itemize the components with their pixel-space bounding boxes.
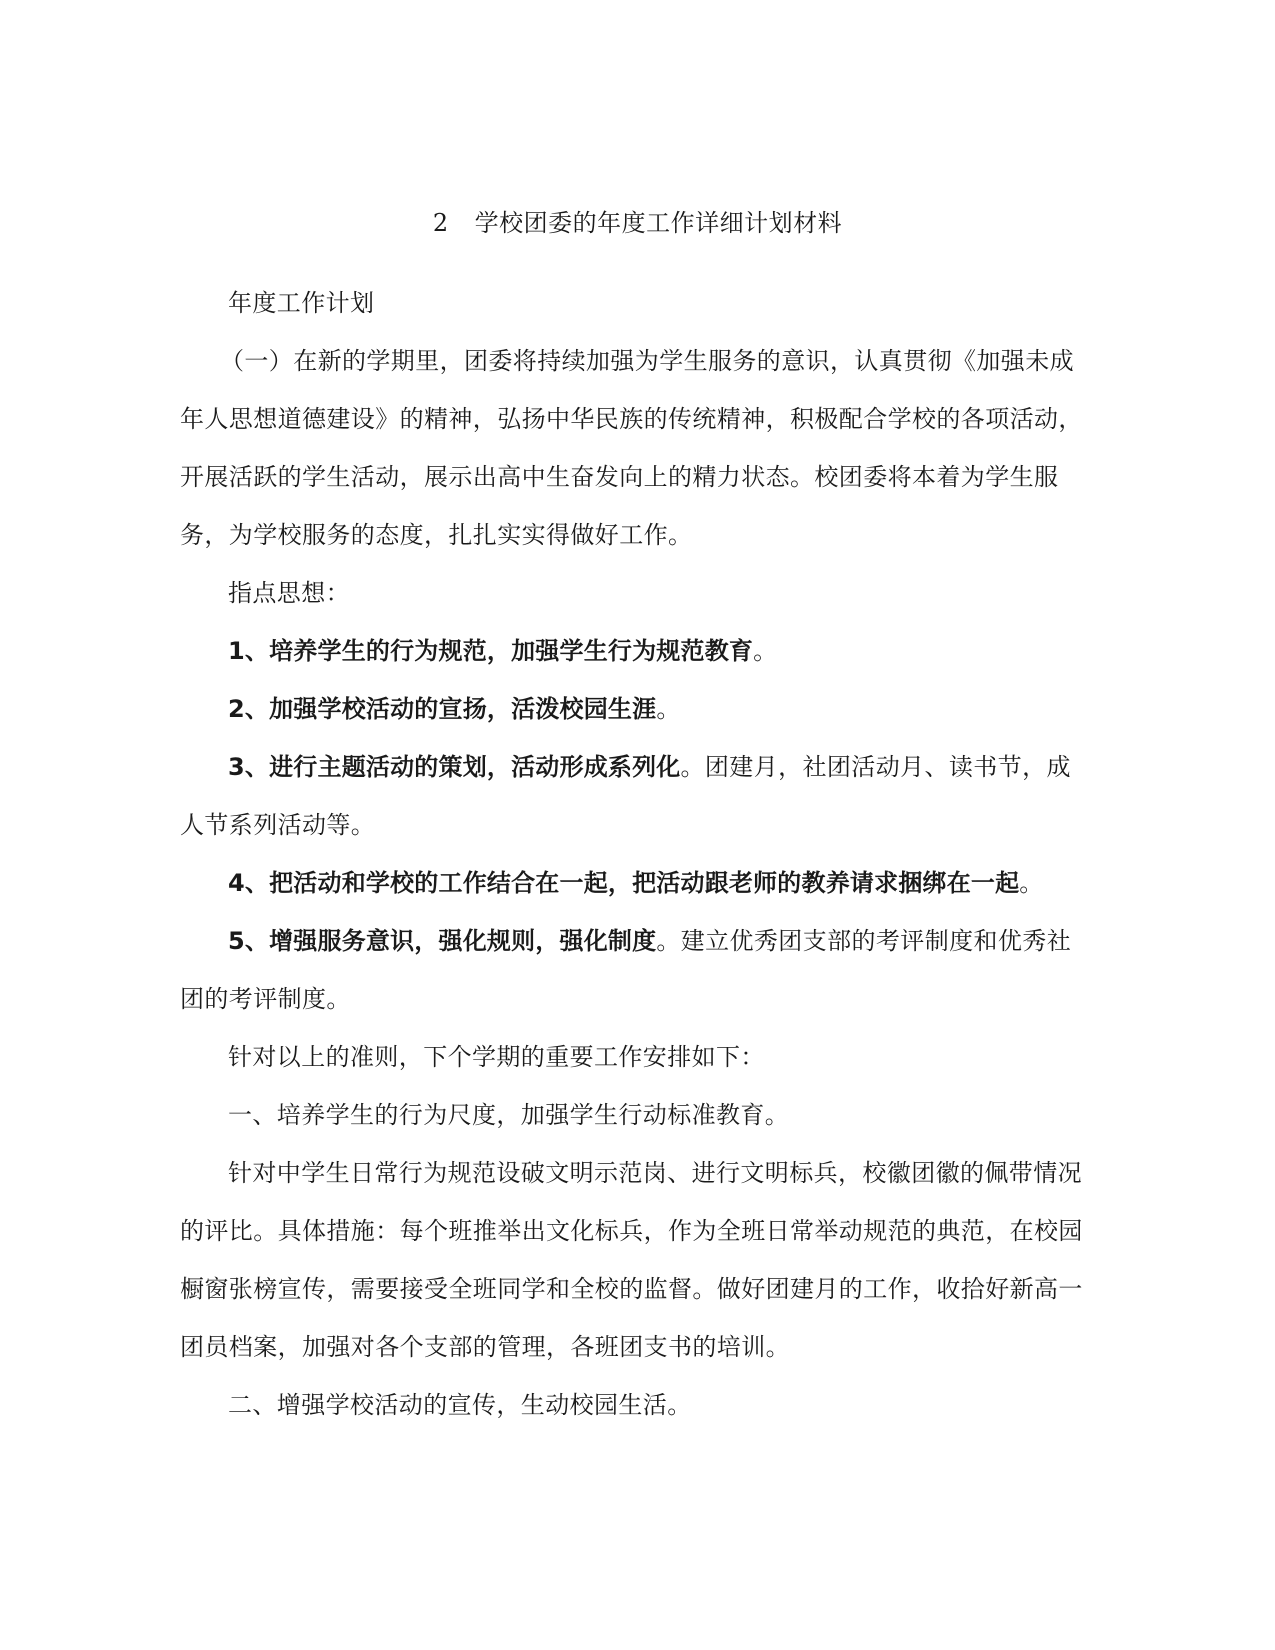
guiding-point-1 <box>180 622 1090 680</box>
point-2-rest: 。 <box>656 695 681 723</box>
title-text: 学校团委的年度工作详细计划材料 <box>474 209 843 237</box>
point-5-bold: 5、增强服务意识，强化规则，强化制度 <box>228 927 657 955</box>
arrangement-intro: 针对以上的准则，下个学期的重要工作安排如下： <box>228 1043 765 1071</box>
section-2-title: 二、增强学校活动的宣传，生动校园生活。 <box>228 1391 692 1419</box>
section-1-title: 一、培养学生的行为尺度，加强学生行动标准教育。 <box>228 1101 790 1129</box>
point-2-bold: 2、加强学校活动的宣扬，活泼校园生涯 <box>228 695 657 723</box>
point-4-rest: 。 <box>1019 869 1044 897</box>
guiding-point-4 <box>180 854 1090 912</box>
section-heading: 年度工作计划 <box>228 289 375 317</box>
document-body <box>180 274 1090 1434</box>
intro-paragraph: （一）在新的学期里，团委将持续加强为学生服务的意识，认真贯彻《加强未成年人思想道德建设》的精神，弘扬中华民族的传统精神，积极配合学校的各项活动，开展活跃的学生活动，展示出高中生奋发向上的精力状态。校团委将本着为学生服务，为学校服务的态度，扎扎实实得做好工作。 <box>180 347 1083 549</box>
guiding-point-5 <box>180 912 1090 1028</box>
point-4-bold: 4、把活动和学校的工作结合在一起，把活动跟老师的教养请求捆绑在一起 <box>228 869 1020 897</box>
guiding-point-3 <box>180 738 1090 854</box>
guiding-point-2 <box>180 680 1090 738</box>
point-1-bold: 1、培养学生的行为规范，加强学生行为规范教育 <box>228 637 754 665</box>
document-title <box>0 203 1275 243</box>
point-5-rest: 。建立优秀团支部的考评制度和优秀社团的考评制度。 <box>180 927 1072 1013</box>
title-number: 2 <box>432 209 449 237</box>
point-3-rest: 。团建月，社团活动月、读书节，成人节系列活动等。 <box>180 753 1071 839</box>
point-3-bold: 3、进行主题活动的策划，活动形成系列化 <box>228 753 681 781</box>
section-1-body: 针对中学生日常行为规范设破文明示范岗、进行文明标兵，校徽团徽的佩带情况的评比。具体措施：每个班推举出文化标兵，作为全班日常举动规范的典范，在校园橱窗张榜宣传，需要接受全班同学和全校的监督。做好团建月的工作，收拾好新高一团员档案，加强对各个支部的管理，各班团支书的培训。 <box>180 1159 1083 1361</box>
point-1-rest: 。 <box>753 637 778 665</box>
guiding-label: 指点思想： <box>228 579 350 607</box>
